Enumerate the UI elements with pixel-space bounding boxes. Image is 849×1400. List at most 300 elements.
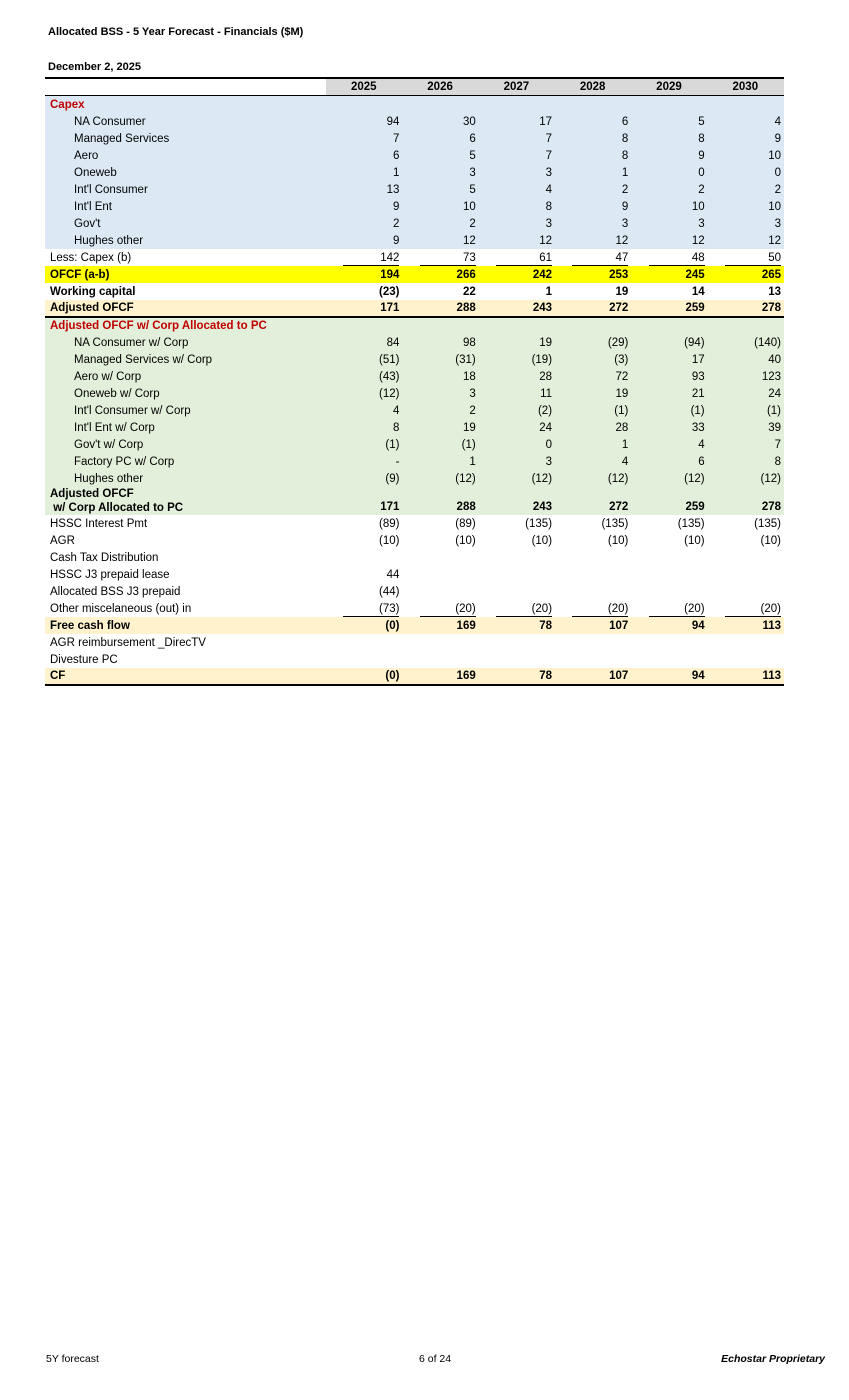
- table-row: [45, 515, 784, 532]
- year-header: 2027: [479, 78, 555, 96]
- row-label: Less: Capex (b): [50, 251, 132, 264]
- cell-value: 17: [479, 113, 555, 130]
- row-label: Adjusted OFCF w/ Corp Allocated to PC: [45, 317, 326, 334]
- table-row: [45, 130, 784, 147]
- cell-value: (140): [708, 334, 784, 351]
- cell-value: (0): [326, 617, 402, 634]
- cell-value: 288: [402, 487, 478, 515]
- table-row: [45, 334, 784, 351]
- row-label: Gov't w/ Corp: [45, 436, 326, 453]
- cell-value: 78: [479, 617, 555, 634]
- table-row: [45, 198, 784, 215]
- table-row: [45, 600, 784, 617]
- cell-value: (51): [326, 351, 402, 368]
- table-row: [45, 215, 784, 232]
- cell-value: [631, 583, 707, 600]
- cell-value: (135): [754, 517, 781, 530]
- table-row: [45, 436, 784, 453]
- cell-value: 113: [708, 617, 784, 634]
- cell-value: [402, 583, 478, 600]
- cell-value: 28: [555, 419, 631, 436]
- row-label: Oneweb w/ Corp: [45, 385, 326, 402]
- cell-value: 245: [631, 266, 707, 283]
- cell-value: 259: [631, 487, 707, 515]
- cell-value: [479, 651, 555, 668]
- table-row: [45, 283, 784, 300]
- cell-value: 6: [631, 453, 707, 470]
- cell-value: (29): [555, 334, 631, 351]
- table-row: [45, 634, 784, 651]
- cell-value: 9: [326, 232, 402, 249]
- row-label: HSSC Interest Pmt: [50, 517, 148, 530]
- cell-value: [326, 600, 402, 617]
- row-label: Hughes other: [45, 232, 326, 249]
- cell-value: 1: [555, 164, 631, 181]
- cell-value: 278: [708, 487, 784, 515]
- cell-value: [708, 317, 784, 334]
- table-row: [45, 164, 784, 181]
- table-row: [45, 419, 784, 436]
- cell-value: 3: [479, 453, 555, 470]
- cell-value: [631, 317, 707, 334]
- cell-value: [479, 634, 555, 651]
- table-row: [45, 470, 784, 487]
- cell-value: [631, 549, 707, 566]
- cell-value: 10: [708, 147, 784, 164]
- cell-value: 19: [615, 285, 629, 298]
- cell-value: (19): [479, 351, 555, 368]
- cell-value: 2: [631, 181, 707, 198]
- cell-value: [708, 651, 784, 668]
- cell-value: 2: [402, 215, 478, 232]
- row-label: Managed Services w/ Corp: [45, 351, 326, 368]
- cell-value: 1: [326, 164, 402, 181]
- cell-value: 2: [402, 402, 478, 419]
- cell-value: 2: [708, 181, 784, 198]
- cell-value: (1): [555, 402, 631, 419]
- cell-value: 242: [479, 266, 555, 283]
- cell-value: 4: [479, 181, 555, 198]
- table-row: [45, 668, 784, 685]
- cell-value: [631, 566, 707, 583]
- row-label: Working capital: [50, 285, 136, 298]
- cell-value: 5: [402, 147, 478, 164]
- cell-value: (10): [378, 534, 400, 547]
- underlined-value: 48: [649, 251, 705, 266]
- cell-value: 4: [631, 436, 707, 453]
- row-label: Int'l Consumer w/ Corp: [45, 402, 326, 419]
- cell-value: (89): [455, 517, 476, 530]
- footer-document-name: 5Y forecast: [46, 1353, 99, 1365]
- cell-value: [479, 566, 555, 583]
- cell-value: 6: [555, 113, 631, 130]
- cell-value: (12): [479, 470, 555, 487]
- row-label: Allocated BSS J3 prepaid: [50, 585, 181, 598]
- cell-value: (3): [555, 351, 631, 368]
- cell-value: [555, 600, 631, 617]
- cell-value: [402, 549, 478, 566]
- cell-value: -: [326, 453, 402, 470]
- cell-value: 278: [708, 300, 784, 317]
- cell-value: (135): [677, 517, 705, 530]
- cell-value: 12: [555, 232, 631, 249]
- table-row: [45, 266, 784, 283]
- table-row: [45, 249, 784, 266]
- cell-value: 94: [631, 617, 707, 634]
- cell-value: [708, 600, 784, 617]
- year-header: 2026: [402, 78, 478, 96]
- cell-value: 1: [402, 453, 478, 470]
- cell-value: (9): [326, 470, 402, 487]
- cell-value: (12): [555, 470, 631, 487]
- cell-value: [555, 317, 631, 334]
- cell-value: 13: [326, 181, 402, 198]
- row-label: Int'l Consumer: [45, 181, 326, 198]
- cell-value: 8: [326, 419, 402, 436]
- cell-value: 171: [326, 300, 402, 317]
- cell-value: [402, 317, 478, 334]
- cell-value: [555, 634, 631, 651]
- cell-value: [402, 600, 478, 617]
- cell-value: 7: [479, 147, 555, 164]
- cell-value: [326, 96, 402, 113]
- cell-value: (0): [326, 668, 402, 685]
- underlined-value: (20): [496, 602, 552, 617]
- cell-value: 13: [768, 285, 781, 298]
- row-label: NA Consumer: [45, 113, 326, 130]
- cell-value: 5: [402, 181, 478, 198]
- cell-value: 14: [691, 285, 705, 298]
- cell-value: 3: [708, 215, 784, 232]
- underlined-value: 73: [420, 251, 476, 266]
- cell-value: 12: [631, 232, 707, 249]
- cell-value: (23): [378, 285, 400, 298]
- table-row: [45, 532, 784, 549]
- cell-value: 39: [708, 419, 784, 436]
- cell-value: 2: [326, 215, 402, 232]
- cell-value: [402, 651, 478, 668]
- cell-value: (89): [378, 517, 400, 530]
- cell-value: (1): [326, 436, 402, 453]
- cell-value: [555, 549, 631, 566]
- cell-value: 9: [555, 198, 631, 215]
- cell-value: (1): [402, 436, 478, 453]
- table-row: [45, 147, 784, 164]
- cell-value: 272: [555, 300, 631, 317]
- cell-value: 194: [326, 266, 402, 283]
- row-label: AGR: [50, 534, 75, 547]
- cell-value: 3: [479, 215, 555, 232]
- cell-value: 19: [555, 385, 631, 402]
- underlined-value: (20): [420, 602, 476, 617]
- cell-value: 4: [326, 402, 402, 419]
- cell-value: (10): [531, 534, 553, 547]
- cell-value: 107: [555, 617, 631, 634]
- cell-value: (94): [631, 334, 707, 351]
- cell-value: 24: [708, 385, 784, 402]
- cell-value: (12): [402, 470, 478, 487]
- cell-value: 243: [479, 300, 555, 317]
- row-label-line1: Adjusted OFCF: [50, 487, 134, 500]
- cell-value: (31): [402, 351, 478, 368]
- cell-value: (10): [760, 534, 781, 547]
- cell-value: 33: [631, 419, 707, 436]
- cell-value: (2): [479, 402, 555, 419]
- cell-value: [631, 634, 707, 651]
- row-label: Int'l Ent: [45, 198, 326, 215]
- cell-value: (43): [326, 368, 402, 385]
- table-body-lower: [45, 515, 784, 685]
- cell-value: 24: [479, 419, 555, 436]
- cell-value: 8: [555, 147, 631, 164]
- underlined-value: (20): [649, 602, 705, 617]
- cell-value: (12): [326, 385, 402, 402]
- row-label: CF: [45, 668, 326, 685]
- cell-value: 10: [402, 198, 478, 215]
- cell-value: [479, 317, 555, 334]
- row-label: Other miscelaneous (out) in: [50, 602, 192, 615]
- underlined-value: 61: [496, 251, 552, 266]
- cell-value: [708, 549, 784, 566]
- cell-value: 0: [479, 436, 555, 453]
- table-row: [45, 300, 784, 317]
- cell-value: [479, 549, 555, 566]
- cell-value: [555, 249, 631, 266]
- row-label: Hughes other: [45, 470, 326, 487]
- cell-value: 6: [402, 130, 478, 147]
- cell-value: 243: [479, 487, 555, 515]
- cell-value: 272: [555, 487, 631, 515]
- year-header: 2025: [326, 78, 402, 96]
- cell-value: [708, 249, 784, 266]
- cell-value: 259: [631, 300, 707, 317]
- cell-value: 1: [545, 285, 553, 298]
- cell-value: 19: [479, 334, 555, 351]
- cell-value: [402, 96, 478, 113]
- row-label-line2: w/ Corp Allocated to PC: [50, 501, 184, 514]
- cell-value: 72: [555, 368, 631, 385]
- cell-value: [555, 96, 631, 113]
- cell-value: 12: [402, 232, 478, 249]
- cell-value: 8: [555, 130, 631, 147]
- cell-value: 266: [402, 266, 478, 283]
- cell-value: 107: [555, 668, 631, 685]
- cell-value: 11: [479, 385, 555, 402]
- footer-proprietary-notice: Echostar Proprietary: [721, 1353, 825, 1365]
- cell-value: [479, 583, 555, 600]
- table-row: [45, 317, 784, 334]
- cell-value: 84: [326, 334, 402, 351]
- year-header: 2028: [555, 78, 631, 96]
- cell-value: 22: [462, 285, 476, 298]
- cell-value: 10: [708, 198, 784, 215]
- row-label: [45, 487, 326, 515]
- cell-value: (44): [378, 585, 400, 598]
- cell-value: 7: [326, 130, 402, 147]
- cell-value: [479, 249, 555, 266]
- year-header: 2030: [708, 78, 784, 96]
- cell-value: [708, 634, 784, 651]
- cell-value: [326, 549, 402, 566]
- cell-value: 265: [708, 266, 784, 283]
- cell-value: 44: [386, 568, 400, 581]
- cell-value: 3: [555, 215, 631, 232]
- cell-value: [555, 583, 631, 600]
- cell-value: 21: [631, 385, 707, 402]
- underlined-value: 142: [343, 251, 399, 266]
- underlined-value: (20): [725, 602, 781, 617]
- table-body-adjusted-corp: [45, 487, 784, 515]
- cell-value: 28: [479, 368, 555, 385]
- cell-value: 1: [555, 436, 631, 453]
- cell-value: (10): [684, 534, 705, 547]
- table-body-upper: [45, 96, 784, 487]
- cell-value: 8: [631, 130, 707, 147]
- cell-value: 10: [631, 198, 707, 215]
- document-title: Allocated BSS - 5 Year Forecast - Financials ($M): [48, 26, 304, 38]
- row-label: Adjusted OFCF: [45, 300, 326, 317]
- cell-value: 3: [479, 164, 555, 181]
- row-label: AGR reimbursement _DirecTV: [50, 636, 206, 649]
- cell-value: [708, 96, 784, 113]
- row-label: OFCF (a-b): [45, 266, 326, 283]
- cell-value: [631, 96, 707, 113]
- table-row: [45, 351, 784, 368]
- cell-value: 30: [402, 113, 478, 130]
- table-row: [45, 453, 784, 470]
- cell-value: 94: [326, 113, 402, 130]
- cell-value: [479, 96, 555, 113]
- cell-value: 3: [631, 215, 707, 232]
- cell-value: 18: [402, 368, 478, 385]
- cell-value: 169: [402, 617, 478, 634]
- underlined-value: (73): [343, 602, 399, 617]
- cell-value: 8: [479, 198, 555, 215]
- cell-value: [402, 634, 478, 651]
- row-label: Aero w/ Corp: [45, 368, 326, 385]
- row-label: Capex: [45, 96, 326, 113]
- cell-value: [402, 566, 478, 583]
- cell-value: 4: [555, 453, 631, 470]
- cell-value: [555, 566, 631, 583]
- cell-value: [326, 651, 402, 668]
- cell-value: (10): [455, 534, 476, 547]
- cell-value: 2: [555, 181, 631, 198]
- cell-value: (12): [631, 470, 707, 487]
- table-row: [45, 232, 784, 249]
- cell-value: 9: [326, 198, 402, 215]
- table-row: [45, 385, 784, 402]
- cell-value: (12): [708, 470, 784, 487]
- cell-value: [402, 249, 478, 266]
- cell-value: 6: [326, 147, 402, 164]
- cell-value: [631, 249, 707, 266]
- cell-value: 12: [708, 232, 784, 249]
- underlined-value: 50: [725, 251, 781, 266]
- header-label-cell: [45, 78, 326, 96]
- table-row: [45, 96, 784, 113]
- table-row: [45, 583, 784, 600]
- cell-value: [326, 634, 402, 651]
- cell-value: 7: [708, 436, 784, 453]
- financials-table: [45, 77, 784, 686]
- cell-value: [326, 317, 402, 334]
- table-row: [45, 113, 784, 130]
- year-header-row: [45, 78, 784, 96]
- cell-value: (1): [631, 402, 707, 419]
- cell-value: 113: [708, 668, 784, 685]
- cell-value: 9: [708, 130, 784, 147]
- cell-value: 40: [708, 351, 784, 368]
- cell-value: 123: [708, 368, 784, 385]
- cell-value: 3: [402, 164, 478, 181]
- cell-value: 0: [708, 164, 784, 181]
- cell-value: 8: [708, 453, 784, 470]
- cell-value: (10): [607, 534, 629, 547]
- cell-value: 7: [479, 130, 555, 147]
- table-row: [45, 549, 784, 566]
- row-label: Free cash flow: [45, 617, 326, 634]
- table-row-adjusted-ofcf-corp: [45, 487, 784, 515]
- row-label: Oneweb: [45, 164, 326, 181]
- table-row: [45, 566, 784, 583]
- row-label: NA Consumer w/ Corp: [45, 334, 326, 351]
- row-label: Factory PC w/ Corp: [45, 453, 326, 470]
- row-label: Managed Services: [45, 130, 326, 147]
- cell-value: [631, 651, 707, 668]
- underlined-value: 47: [572, 251, 628, 266]
- cell-value: 12: [479, 232, 555, 249]
- table-row: [45, 651, 784, 668]
- cell-value: 0: [631, 164, 707, 181]
- row-label: Gov't: [45, 215, 326, 232]
- cell-value: 17: [631, 351, 707, 368]
- footer-page-number: 6 of 24: [419, 1353, 452, 1365]
- cell-value: 94: [631, 668, 707, 685]
- table-row: [45, 368, 784, 385]
- row-label: Aero: [45, 147, 326, 164]
- cell-value: 93: [631, 368, 707, 385]
- cell-value: 78: [479, 668, 555, 685]
- row-label: Int'l Ent w/ Corp: [45, 419, 326, 436]
- cell-value: (135): [601, 517, 629, 530]
- cell-value: 19: [402, 419, 478, 436]
- cell-value: 98: [402, 334, 478, 351]
- document-date: December 2, 2025: [48, 61, 141, 73]
- row-label: Divesture PC: [50, 653, 118, 666]
- cell-value: [708, 566, 784, 583]
- cell-value: 3: [402, 385, 478, 402]
- cell-value: [555, 651, 631, 668]
- cell-value: 171: [326, 487, 402, 515]
- cell-value: 253: [555, 266, 631, 283]
- year-header: 2029: [631, 78, 707, 96]
- table-row: [45, 617, 784, 634]
- row-label: HSSC J3 prepaid lease: [50, 568, 170, 581]
- row-label: Cash Tax Distribution: [50, 551, 159, 564]
- cell-value: 169: [402, 668, 478, 685]
- cell-value: [479, 600, 555, 617]
- cell-value: 4: [708, 113, 784, 130]
- cell-value: (135): [525, 517, 553, 530]
- cell-value: [631, 600, 707, 617]
- cell-value: [708, 583, 784, 600]
- cell-value: (1): [708, 402, 784, 419]
- table-row: [45, 402, 784, 419]
- cell-value: [326, 249, 402, 266]
- cell-value: 288: [402, 300, 478, 317]
- cell-value: 9: [631, 147, 707, 164]
